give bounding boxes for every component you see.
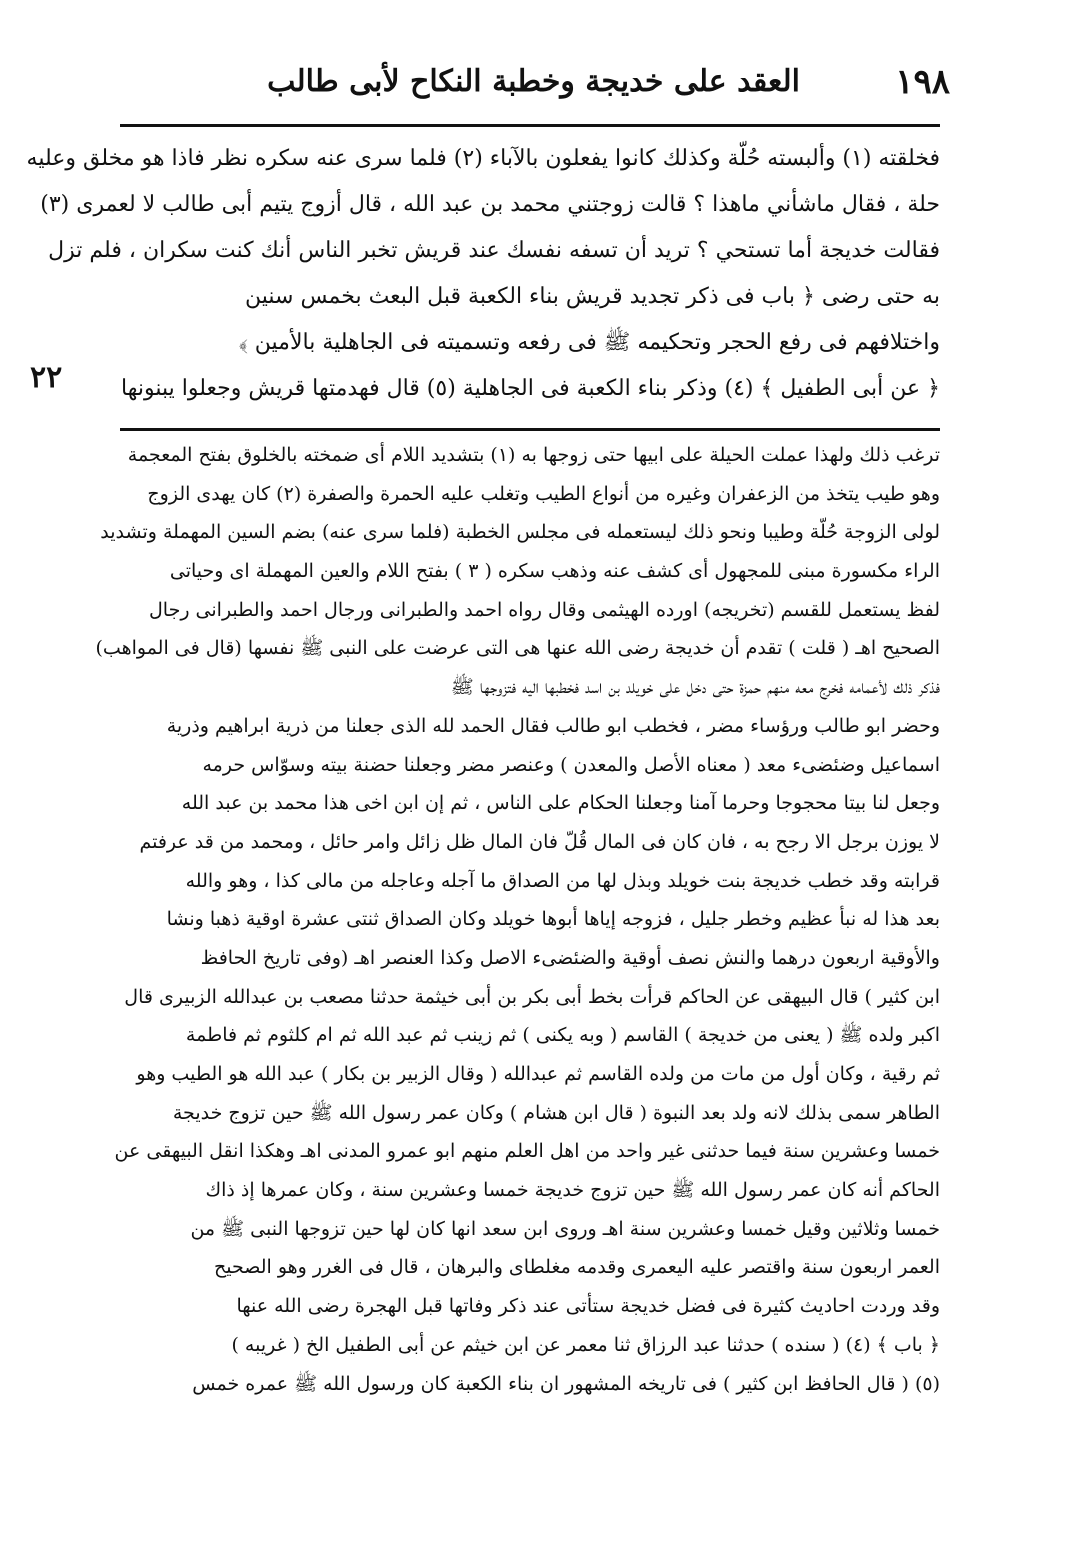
note-line: وقد وردت احاديث كثيرة فى فضل خديجة ستأتى عند ذكر وفاتها قبل الهجرة رضى الله عنها: [236, 1295, 940, 1318]
page-header: [110, 60, 950, 120]
main-line: فخلقته (١) وألبسته حُلّة وكذلك كانوا يفعلون بالآباء (٢) فلما سرى عنه سكره نظر فاذا هو مخلق وعليه: [26, 146, 940, 171]
main-line: ﴿ عن أبى الطفيل ﴾ (٤) وذكر بناء الكعبة فى الجاهلية (٥) قال فهدمتها قريش وجعلوا يبنونها: [121, 376, 940, 401]
main-line: فقالت خديجة أما تستحي ؟ تريد أن تسفه نفسك عند قريش تخبر الناس أنك كنت سكران ، فلم تزل: [48, 238, 940, 263]
note-line: ﴿ باب ﴾ (٤) ( سنده ) حدثنا عبد الرزاق ثنا معمر عن ابن خيثم عن أبى الطفيل الخ ( غريبه ): [231, 1333, 940, 1356]
note-line: ترغب ذلك ولهذا عملت الحيلة على ابيها حتى زوجها به (١) بتشديد اللام أى ضمخته بالخلوق بفتح المعجمة: [127, 444, 940, 466]
note-line: خمسا وعشرين سنة فيما حدثنى غير واحد من اهل العلم منهم ابو عمرو المدنى اهـ وهكذا انقل البيهقى عن: [114, 1140, 940, 1163]
note-line: الطاهر سمى بذلك لانه ولد بعد النبوة ( قال ابن هشام ) وكان عمر رسول الله ﷺ حين تزوج خديجة: [172, 1101, 940, 1124]
note-line: لفظ يستعمل للقسم (تخريجه) اورده الهيثمى وقال رواه احمد والطبرانى ورجال احمد والطبرانى رجال: [148, 598, 940, 621]
main-line: واختلافهم فى رفع الحجر وتحكيمه ﷺ فى رفعه وتسميته فى الجاهلية بالأمين ﴾: [238, 330, 940, 355]
note-line: وحضر ابو طالب ورؤساء مضر ، فخطب ابو طالب فقال الحمد لله الذى جعلنا من ذرية ابراهيم وذرية: [166, 714, 940, 737]
note-line: الصحيح اهـ ( قلت ) تقدم أن خديجة رضى الله عنها هى التى عرضت على النبى ﷺ نفسها (قال فى المواهب): [95, 637, 940, 660]
hadith-number: ٢٢: [30, 360, 63, 395]
note-line: خمسا وثلاثين وقيل خمسا وعشرين سنة اهـ وروى ابن سعد انها كان لها حين تزوجها النبى ﷺ من: [190, 1217, 940, 1240]
page-number: ١٩٨: [895, 62, 950, 102]
note-line: اكبر ولده ﷺ ( يعنى من خديجة ) القاسم ( وبه يكنى ) ثم زينب ثم عبد الله ثم ام كلثوم ثم فاطمة: [185, 1024, 940, 1047]
note-line: العمر اربعون سنة واقتصر عليه اليعمرى وقدمه مغلطاى والبرهان ، قال فى الغرر وهو الصحيح: [214, 1256, 940, 1279]
main-line: به حتى رضى ﴿ باب فى ذكر تجديد قريش بناء الكعبة قبل البعث بخمس سنين: [245, 284, 940, 309]
note-line: (٥) ( قال الحافظ ابن كثير ) فى تاريخه المشهور ان بناء الكعبة كان ورسول الله ﷺ عمره خمس: [192, 1372, 940, 1395]
note-line: وهو طيب يتخذ من الزعفران وغيره من أنواع الطيب وتغلب عليه الحمرة والصفرة (٢) كان يهدى الزوج: [147, 482, 940, 505]
note-line: ثم رقية ، وكان أول من مات من ولده القاسم ثم عبدالله ( وقال الزبير بن بكار ) عبد الله هو الطيب وهو: [136, 1063, 940, 1085]
note-line: الراء مكسورة مبنى للمجهول أى كشف عنه وذهب سكره ( ٣ ) بفتح اللام والعين المهملة اى وحياتى: [169, 560, 940, 583]
note-line: وجعل لنا بيتا محجوجا وحرما آمنا وجعلنا الحكام على الناس ، ثم إن ابن اخى هذا محمد بن عبد الله: [181, 792, 940, 815]
note-line: لا يوزن برجل الا رجح به ، فان كان فى المال قُلّ فان المال ظل زائل وامر حائل ، ومحمد من قد عرفتم: [139, 830, 940, 853]
running-title: العقد على خديجة وخطبة النكاح لأبى طالب: [267, 64, 800, 99]
note-line: الحاكم أنه كان عمر رسول الله ﷺ حين تزوج خديجة خمسا وعشرين سنة ، وكان عمرها إذ ذاك: [205, 1179, 940, 1202]
note-line: اسماعيل وضئضىء معد ( معناه الأصل والمعدن ) وعنصر مضر وجعلنا حضنة بيته وسوّاس حرمه: [202, 753, 940, 776]
note-line: لولى الزوجة حُلّة وطيبا ونحو ذلك ليستعمله فى مجلس الخطبة (فلما سرى عنه) بضم السين المهملة وتشديد: [100, 521, 940, 544]
main-line: حلة ، فقال ماشأني ماهذا ؟ قالت زوجتني محمد بن عبد الله ، قال أزوج يتيم أبى طالب لا لعمرى (٣): [40, 192, 940, 217]
header-rule: [120, 124, 940, 127]
note-line: والأوقية اربعون درهما والنش نصف أوقية والضئضىء الاصل وكذا العنصر اهـ (وفى تاريخ الحافظ: [200, 946, 940, 969]
footnote-rule: [120, 428, 940, 431]
footnotes: [95, 436, 940, 1403]
note-line: بعد هذا له نبأ عظيم وخطر جليل ، فزوجه إياها أبوها خويلد وكان الصداق ثنتى عشرة اوقية ذهبا ونشا: [166, 908, 940, 931]
note-line: فذكر ذلك لأعمامه فخرج معه منهم حمزة حتى دخل على خويلد بن اسد فخطبها اليه فتزوجها ﷺ: [450, 676, 940, 699]
note-line: ابن كثير ) قال البيهقى عن الحاكم قرأت بخط أبى بكر بن أبى خيثمة حدثنا مصعب بن عبدالله الزبيرى قال: [124, 985, 940, 1008]
note-line: قرابته وقد خطب خديجة بنت خويلد وبذل لها من الصداق ما آجله وعاجله من مالى كذا ، وهو والله: [185, 869, 940, 892]
